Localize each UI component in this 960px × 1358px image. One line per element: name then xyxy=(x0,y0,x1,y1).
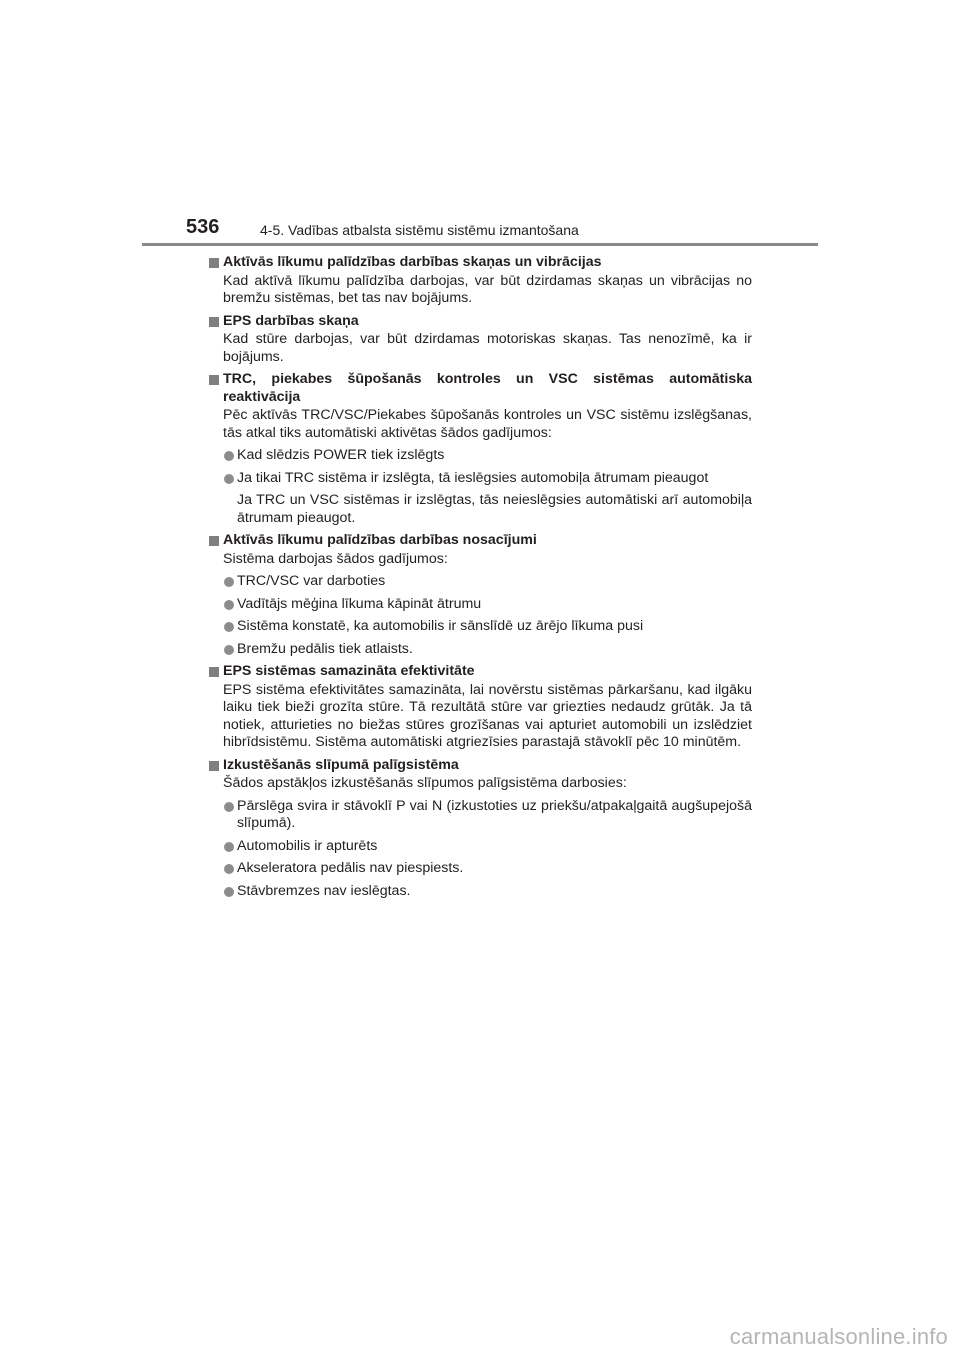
round-bullet-icon xyxy=(224,802,234,812)
page-header xyxy=(142,216,818,246)
section-text: Šādos apstākļos izkustēšanās slīpumos palīgsistēma darbosies: xyxy=(223,775,627,791)
section-text: EPS sistēma efektivitātes samazināta, lai novērstu sistēmas pārkaršanu, kad ilgāku laiku tiek bieži grozīta stūre. Tā rezultātā stūre var griezties nedaudz grūtāk. Ja tā notiek, atturieties no biežas stūres grozīšanas vai apturiet automobili un izslēdziet hibrīdsistēmu. Sistēma automātiski atgriezīsies parastajā stāvoklī pēc 10 minūtēm. xyxy=(223,681,752,750)
round-bullet-icon xyxy=(224,887,234,897)
list-item xyxy=(207,470,752,488)
list-item-text: Sistēma konstatē, ka automobilis ir sānslīdē uz ārējo līkuma pusi xyxy=(237,618,644,634)
page-number: 536 xyxy=(186,216,220,238)
list-item-text: Ja tikai TRC sistēma ir izslēgta, tā ieslēgsies automobiļa ātrumam pieaugot xyxy=(237,469,709,486)
list-item xyxy=(207,883,752,901)
section-auto-reactivation xyxy=(207,371,752,527)
list-item-text: Stāvbremzes nav ieslēgtas. xyxy=(237,882,411,899)
square-bullet-icon xyxy=(209,258,219,268)
list-item-text: Pārslēga svira ir stāvoklī P vai N (izkustoties uz priekšu/atpakaļgaitā augšupejošā slīpumā). xyxy=(237,797,752,831)
round-bullet-icon xyxy=(224,474,234,484)
heading-text: TRC, piekabes šūpošanās kontroles un VSC sistēmas automātiska reaktivācija xyxy=(223,371,752,405)
round-bullet-icon xyxy=(224,577,234,587)
section-active-curve-sounds xyxy=(207,254,752,308)
heading-text: Aktīvās līkumu palīdzības darbības skaņas un vibrācijas xyxy=(223,254,602,270)
list-item xyxy=(207,838,752,856)
round-bullet-icon xyxy=(224,645,234,655)
section-hill-start-assist xyxy=(207,757,752,901)
list-item xyxy=(207,596,752,614)
list-item xyxy=(207,798,752,833)
list-item-text: Bremžu pedālis tiek atlaists. xyxy=(237,640,413,657)
list-item-text: TRC/VSC var darboties xyxy=(237,573,386,589)
heading-text: Aktīvās līkumu palīdzības darbības nosacījumi xyxy=(223,532,537,548)
list-item-note: Ja TRC un VSC sistēmas ir izslēgtas, tās neieslēgsies automātiski arī automobiļa ātrumam pieaugot. xyxy=(237,492,752,526)
square-bullet-icon xyxy=(209,375,219,385)
section-heading xyxy=(207,532,752,550)
list-item xyxy=(207,618,752,636)
list-item xyxy=(207,573,752,591)
round-bullet-icon xyxy=(224,842,234,852)
section-curve-conditions xyxy=(207,532,752,658)
square-bullet-icon xyxy=(209,667,219,677)
section-text: Sistēma darbojas šādos gadījumos: xyxy=(223,550,448,567)
list-item xyxy=(207,860,752,878)
section-text: Kad aktīvā līkumu palīdzība darbojas, var būt dzirdamas skaņas un vibrācijas no bremžu sistēmas, bet tas nav bojājums. xyxy=(223,272,752,306)
heading-text: EPS sistēmas samazināta efektivitāte xyxy=(223,663,475,679)
section-heading xyxy=(207,663,752,681)
list-item-text: Vadītājs mēģina līkuma kāpināt ātrumu xyxy=(237,595,482,612)
header-rule xyxy=(142,243,818,246)
heading-text: Izkustēšanās slīpumā palīgsistēma xyxy=(223,756,459,773)
list-item-text: Akseleratora pedālis nav piespiests. xyxy=(237,860,464,876)
square-bullet-icon xyxy=(209,317,219,327)
section-text: Pēc aktīvās TRC/VSC/Piekabes šūpošanās kontroles un VSC sistēmu izslēgšanas, tās atkal tiks automātiski aktivētas šādos gadījumos: xyxy=(223,407,752,441)
watermark-logo: carmanualsonline.info xyxy=(729,1324,948,1349)
round-bullet-icon xyxy=(224,451,234,461)
section-heading xyxy=(207,313,752,331)
square-bullet-icon xyxy=(209,536,219,546)
round-bullet-icon xyxy=(224,864,234,874)
heading-text: EPS darbības skaņa xyxy=(223,312,359,329)
list-item xyxy=(207,641,752,659)
list-item-text: Kad slēdzis POWER tiek izslēgts xyxy=(237,447,445,463)
round-bullet-icon xyxy=(224,622,234,632)
section-text: Kad stūre darbojas, var būt dzirdamas motoriskas skaņas. Tas nenozīmē, ka ir bojājums. xyxy=(223,331,752,365)
section-eps-sound xyxy=(207,313,752,367)
section-heading xyxy=(207,757,752,775)
page-content xyxy=(207,254,752,905)
round-bullet-icon xyxy=(224,600,234,610)
section-heading xyxy=(207,371,752,406)
square-bullet-icon xyxy=(209,761,219,771)
list-item-text: Automobilis ir apturēts xyxy=(237,837,378,854)
list-item xyxy=(207,447,752,465)
section-title: 4-5. Vadības atbalsta sistēmu sistēmu izmantošana xyxy=(260,222,579,238)
section-eps-reduced xyxy=(207,663,752,752)
section-heading xyxy=(207,254,752,272)
